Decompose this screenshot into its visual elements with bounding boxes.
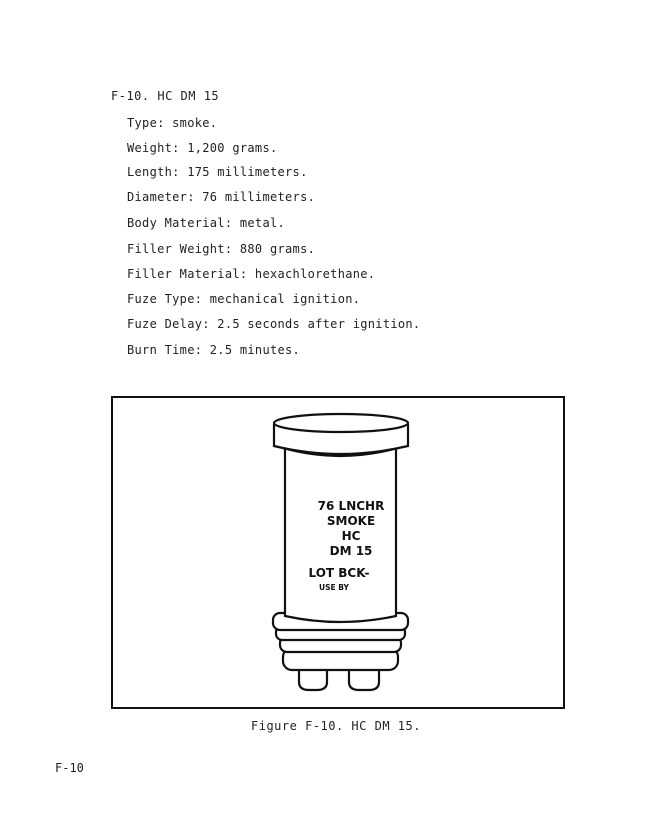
spec-filler-weight: Filler Weight: 880 grams. xyxy=(127,242,316,256)
spec-length: Length: 175 millimeters. xyxy=(127,165,308,179)
spec-diameter: Diameter: 76 millimeters. xyxy=(127,190,316,204)
lot-label: LOT BCK- xyxy=(308,566,370,580)
marking-line-4: DM 15 xyxy=(329,544,373,558)
marking-line-3: HC xyxy=(341,529,361,543)
spec-body-material: Body Material: metal. xyxy=(127,216,286,230)
page-number: F-10 xyxy=(55,761,84,775)
section-heading: F-10. HC DM 15 xyxy=(111,89,220,103)
spec-burn-time: Burn Time: 2.5 minutes. xyxy=(127,343,301,357)
figure-caption: Figure F-10. HC DM 15. xyxy=(251,719,421,733)
smoke-canister-illustration xyxy=(113,398,563,707)
marking-line-1: 76 LNCHR xyxy=(317,499,385,513)
spec-weight: Weight: 1,200 grams. xyxy=(127,141,278,155)
spec-fuze-type: Fuze Type: mechanical ignition. xyxy=(127,292,361,306)
spec-type: Type: smoke. xyxy=(127,116,218,130)
canister-body xyxy=(285,444,396,622)
figure-frame xyxy=(111,396,565,709)
canister-lid-top xyxy=(274,414,408,432)
spec-filler-material: Filler Material: hexachlorethane. xyxy=(127,267,376,281)
use-by-label: USE BY xyxy=(319,583,349,592)
marking-line-2: SMOKE xyxy=(326,514,376,528)
spec-fuze-delay: Fuze Delay: 2.5 seconds after ignition. xyxy=(127,317,421,331)
